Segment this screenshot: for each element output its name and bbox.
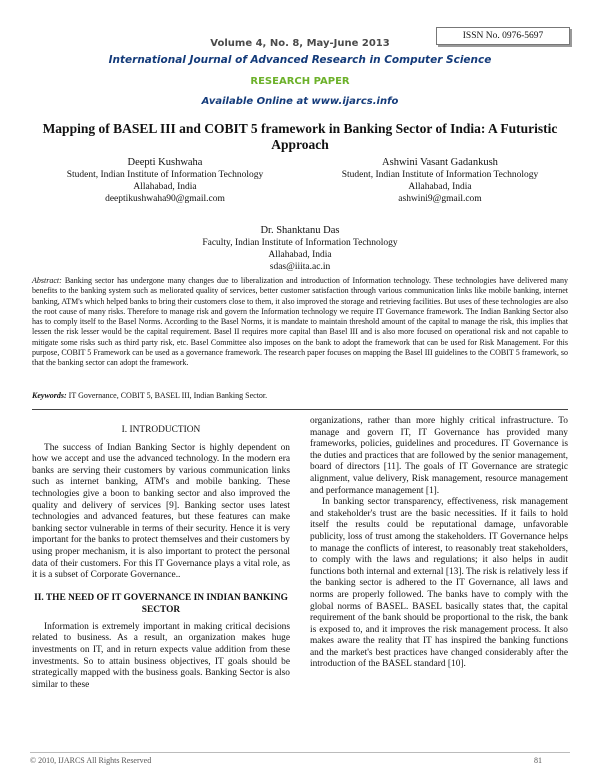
author-email: sdas@iiita.ac.in — [269, 262, 331, 272]
keywords — [32, 391, 568, 401]
right-column — [310, 416, 568, 671]
author-location: Allahabad, India — [268, 250, 332, 260]
keywords-label: Keywords: — [32, 391, 67, 400]
intro-paragraph: The success of Indian Banking Sector is highly dependent on how we accept and use the advanced technology. In the modern era banks are serving their customers by various communication links such as internet banking, ATM's and mobile banking. These technologies give a boon to banking sector and also improved the quality and delivery of services [9]. Banking sector uses latest technologies and advanced features, but these features can make banking sector vulnerable in terms of their security. Hence it is very important for the banks to protect themselves and their customers by using proper mechanism, it is also important to protect the personal data of their customers. For this IT Governance plays a vital role, as it is a subset of Corporate Governance.. — [32, 442, 290, 581]
header-divider — [32, 409, 568, 410]
author-email: ashwini9@gmail.com — [398, 194, 482, 204]
copyright: © 2010, IJARCS All Rights Reserved — [30, 756, 152, 765]
author-location: Allahabad, India — [133, 182, 197, 192]
right-paragraph-2: In banking sector transparency, effectiveness, risk management and stakeholder's trust are the basic necessities. If it fails to hold itself the results could be reputational damage, unfavorable publicity, loss of trust among the stakeholders. IT Governance helps to manage the conflicts of interest, to reasonably treat stakeholders, to comply with the laws and regulations; it also helps in audit functions both internal and external [13]. The risk is relatively less if the banking sector is adhered to the IT Governance, all laws and norms are properly followed. The banks have to comply with the global norms of BASEL. BASEL basically states that, the capital requirement of the bank should be proportional to the risk, the bank is exposed to, and it improves the risk management process. It also makes aware the reality that IT has inspired the banking functions and the market's best practices have changed considerably after the introduction of the BASEL standard [10]. — [310, 497, 568, 670]
paper-title: Mapping of BASEL III and COBIT 5 framework in Banking Sector of India: A Futuristic Approach — [42, 121, 558, 152]
abstract-label: Abstract: — [32, 276, 62, 285]
author-name: Deepti Kushwaha — [127, 157, 203, 168]
issn-box: ISSN No. 0976-5697 — [436, 27, 570, 45]
abstract — [32, 276, 568, 369]
abstract-text: Banking sector has undergone many changes due to liberalization and introduction of Information technology. These technologies have delivered many benefits to the banking system such as meliorated quality of services, better customer satisfaction through various communication links like mobile banking, internet banking, ATM's which helped banks to bring their customers close to them, it also improved the storage and retrieving facilities. But uses of these technologies are also the root cause of many risks. Therefore to manage risk and govern the Information technology we require IT Governance framework. The Indian Banking Sector also has to comply itself to the Basel Norms. According to the Basel Norms, it is mandate to maintain threshold amount of the capital to manage the risk, this implies that lessen the risk lesser would be the capital requirement. Basel II requires more capital than Basel III and is also more focused on operational risk and not capable to mitigate some risks such as third party risk, etc. Basel Committee also imposes on the bank to adopt the framework that can be used for Risk Management. For this purpose, COBIT 5 Framework can be used as a governance framework. The research paper focuses on mapping the Basel III guidelines to the COBIT 5 framework, so that the banking sector can adopt the framework. — [32, 276, 569, 368]
author-affiliation: Faculty, Indian Institute of Information Technology — [202, 238, 398, 248]
author-name: Ashwini Vasant Gadankush — [382, 157, 498, 168]
need-heading: II. THE NEED OF IT GOVERNANCE IN INDIAN BANKING SECTOR — [34, 592, 288, 615]
keywords-text: IT Governance, COBIT 5, BASEL III, Indian Banking Sector. — [68, 391, 268, 400]
author-email: deeptikushwaha90@gmail.com — [105, 194, 225, 204]
journal-name: International Journal of Advanced Research in Computer Science — [108, 54, 492, 66]
page-number: 81 — [534, 756, 542, 765]
author-name: Dr. Shanktanu Das — [260, 225, 340, 236]
author-1 — [40, 157, 290, 205]
footer-divider — [30, 752, 570, 753]
need-paragraph: Information is extremely important in making critical decisions related to business. As a result, an organization makes huge investments on IT, and in return expects value addition from these investments. So to attain business objectives, IT goals should be strategically mapped with the business goals. Banking Sector is also similar to these — [32, 621, 290, 690]
right-paragraph-1: organizations, rather than more highly critical infrastructure. To manage and govern IT, IT Governance has provided many frameworks, policies, guidelines and procedures. IT Governance is the duties and practices that are followed by the senior management, board of directors [11]. The goals of IT Governance are strategic alignment, value delivery, Risk management, resource management and performance management [1]. — [310, 416, 568, 496]
author-2 — [300, 157, 580, 205]
intro-heading: I. INTRODUCTION — [121, 425, 201, 435]
author-affiliation: Student, Indian Institute of Information Technology — [66, 170, 264, 180]
paper-type: RESEARCH PAPER — [250, 76, 350, 87]
author-location: Allahabad, India — [408, 182, 472, 192]
author-affiliation: Student, Indian Institute of Information Technology — [341, 170, 539, 180]
volume-line: Volume 4, No. 8, May-June 2013 — [210, 38, 390, 49]
author-3 — [150, 225, 450, 273]
left-column — [32, 423, 290, 691]
available-online: Available Online at www.ijarcs.info — [201, 96, 399, 107]
